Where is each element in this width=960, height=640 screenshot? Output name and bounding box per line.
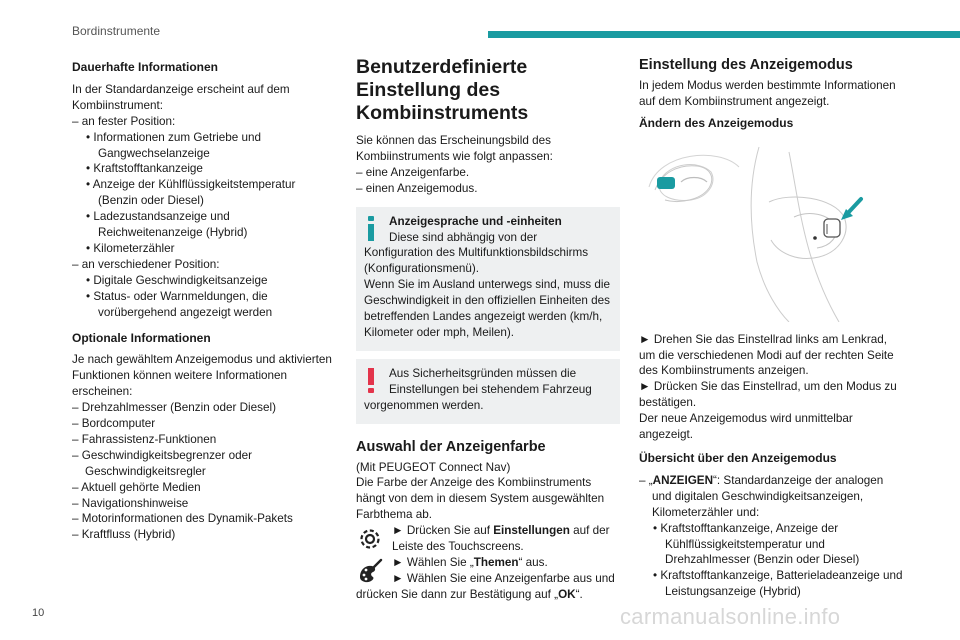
list-item: – Kraftfluss (Hybrid) [72,528,176,542]
variable-position-label: – an verschiedener Position: [72,257,220,271]
list-item: • Digitale Geschwindigkeitsanzeige [86,273,268,287]
info-note-line: Diese sind abhängig von der [389,230,538,244]
list-item: • Kraftstofftankanzeige, Batterieladeanzeige und Leistungsanzeige (Hybrid) [653,569,903,599]
section-title: Benutzerdefinierte Einstellung des Kombiinstruments [356,56,529,124]
display-mode-heading: Einstellung des Anzeigemodus [639,57,853,73]
fixed-position-label: – an fester Position: [72,114,176,128]
settings-gear-icon [356,525,384,553]
list-item: – einen Anzeigemodus. [356,181,478,195]
list-item: – Aktuell gehörte Medien [72,480,201,494]
list-item: – Drehzahlmesser (Benzin oder Diesel) [72,401,276,415]
warning-note-box [356,359,620,424]
warning-icon [368,368,374,394]
list-item: – Navigationshinweise [72,496,189,510]
optional-info-intro: Je nach gewähltem Anzeigemodus und aktivierten Funktionen können weitere Informationen erscheinen: [72,353,332,399]
column-left [72,58,336,543]
info-icon [368,216,374,242]
permanent-info-intro: In der Standardanzeige erscheint auf dem Kombiinstrument: [72,82,290,112]
warning-line-2: Einstellungen bei stehendem Fahrzeug [389,382,592,396]
column-right [639,58,904,600]
info-note-box [356,207,620,351]
list-item: – Motorinformationen des Dynamik-Pakets [72,512,293,526]
fixed-position-list [72,130,336,257]
change-step-1: ► Drehen Sie das Einstellrad links am Lenkrad, um die verschiedenen Modi auf der rechten Seite des Kombiinstruments anzeigen. [639,332,894,378]
palette-brush-icon [356,557,384,585]
step-confirm: drücken Sie dann zur Bestätigung auf „OK“. [356,587,583,601]
header-accent-bar [488,31,960,38]
list-item: – eine Anzeigenfarbe. [356,165,470,179]
info-note-title: Anzeigesprache und -einheiten [389,214,562,228]
optional-info-list [72,400,336,543]
page-header-title: Bordinstrumente [72,24,161,38]
info-note-text-2: Wenn Sie im Ausland unterwegs sind, muss die Geschwindigkeit in den offiziellen Einheiten des betreffenden Landes angezeigt werden (km/h, Kilometer oder mph, Meilen). [364,278,611,339]
warning-line-3: vorgenommen werden. [364,398,484,412]
list-item: – Bordcomputer [72,417,156,431]
color-description: Die Farbe der Anzeige des Kombiinstruments hängt von dem in diesem System ausgewählten Farbthema ab. [356,476,605,522]
page-number: 10 [32,607,45,619]
list-item: • Kraftstofftankanzeige, Anzeige der Kühlflüssigkeitstemperatur und Drehzahlmesser (Benzin oder Diesel) [653,521,860,567]
step-themes: ► Wählen Sie „Themen“ aus. ► Wählen Sie eine Anzeigenfarbe aus und [356,555,620,587]
change-mode-heading: Ändern des Anzeigemodus [639,115,794,130]
list-item: • Informationen zum Getriebe und Gangwechselanzeige [86,130,261,160]
permanent-info-heading: Dauerhafte Informationen [72,60,219,74]
color-selection-heading: Auswahl der Anzeigenfarbe [356,438,546,455]
overview-heading: Übersicht über den Anzeigemodus [639,450,837,465]
list-item: • Ladezustandsanzeige und Reichweitenanzeige (Hybrid) [86,210,248,240]
list-item: • Anzeige der Kühlflüssigkeitstemperatur (Benzin oder Diesel) [86,178,296,208]
color-requirement: (Mit PEUGEOT Connect Nav) [356,460,511,474]
overview-item: – „ANZEIGEN“: Standardanzeige der analogen und digitalen Geschwindigkeitsanzeigen, Kilometerzähler und: [639,473,884,519]
steering-wheel-illustration [639,142,839,322]
info-note-text: Konfiguration des Multifunktionsbildschirms (Konfigurationsmenü). [364,246,589,276]
change-step-3: Der neue Anzeigemodus wird unmittelbar angezeigt. [639,412,853,442]
change-step-2: ► Drücken Sie das Einstellrad, um den Modus zu bestätigen. [639,380,897,410]
section-intro: Sie können das Erscheinungsbild des Kombiinstruments wie folgt anpassen: [356,134,553,163]
optional-info-heading: Optionale Informationen [72,330,211,345]
column-middle [356,58,620,603]
list-item: – Geschwindigkeitsbegrenzer oder Geschwindigkeitsregler [72,448,252,478]
watermark-text: carmanualsonline.info [620,604,841,629]
list-item: • Kraftstofftankanzeige [86,162,203,176]
step-settings: ► Drücken Sie auf Einstellungen auf der Leiste des Touchscreens. [356,523,620,555]
warning-line-1: Aus Sicherheitsgründen müssen die [389,366,577,380]
variable-position-list [72,273,336,321]
list-item: • Status- oder Warnmeldungen, die vorübergehend angezeigt werden [86,289,273,319]
list-item: • Kilometerzähler [86,241,175,255]
list-item: – Fahrassistenz-Funktionen [72,432,217,446]
display-mode-intro: In jedem Modus werden bestimmte Informationen auf dem Kombiinstrument angezeigt. [639,78,896,108]
